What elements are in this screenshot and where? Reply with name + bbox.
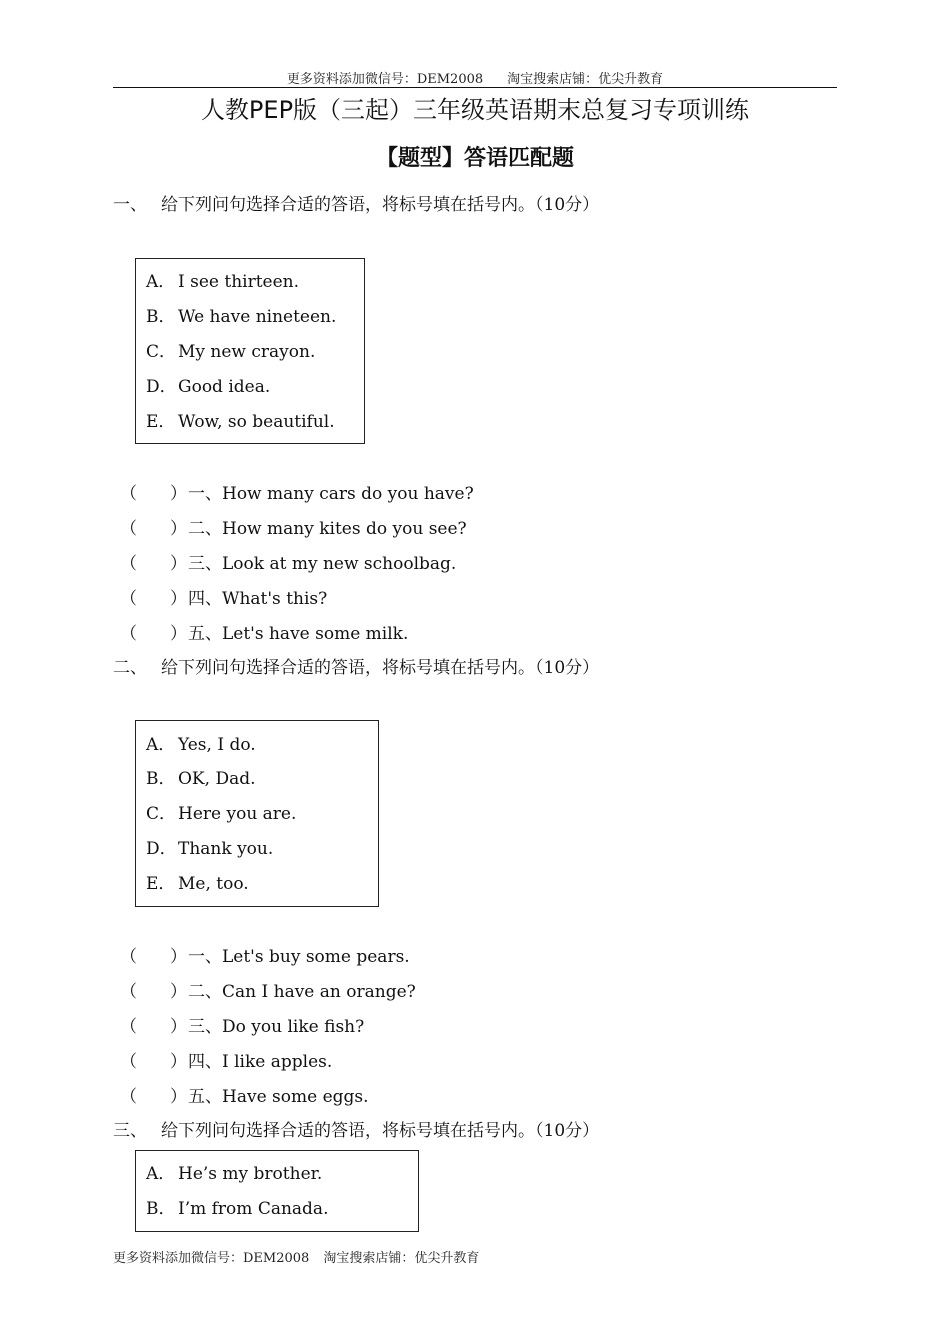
section-3-heading [113,1116,599,1141]
footer-note [113,1247,479,1266]
page-subtitle: 【题型】答语匹配题 [375,146,574,171]
question-1-4: （ ）四、What's this? [120,589,328,609]
section-instruction: 给下列问句选择合适的答语，将标号填在括号内。（10分） [161,658,600,678]
question-2-2: （ ）二、Can I have an orange? [120,982,416,1002]
header-rule [113,87,837,88]
question-2-4: （ ）四、I like apples. [120,1052,333,1072]
option-b: B． OK, Dad. [146,769,256,789]
question-2-3: （ ）三、Do you like fish? [120,1017,365,1037]
option-b: B． I’m from Canada. [146,1199,329,1219]
question-1-2: （ ）二、How many kites do you see? [120,519,467,539]
page-title: 人教PEP版（三起）三年级英语期末总复习专项训练 [200,96,750,124]
option-d: D．Good idea. [146,377,271,397]
option-e: E． Wow, so beautiful. [146,412,335,432]
option-e: E． Me, too. [146,874,249,894]
section-instruction: 给下列问句选择合适的答语，将标号填在括号内。（10分） [161,1121,600,1141]
question-1-1: （ ）一、How many cars do you have? [120,484,474,504]
header-note [0,68,950,87]
section-1-heading [113,190,599,215]
footer-shop: 淘宝搜索店铺：优尖升教育 [323,1251,480,1266]
question-2-5: （ ）五、Have some eggs. [120,1087,369,1107]
header-wechat: 更多资料添加微信号：DEM2008 [286,72,484,87]
option-d: D．Thank you. [146,839,274,859]
section-number: 二、 [113,658,147,678]
option-a: A． He’s my brother. [146,1164,323,1184]
options-box-3 [135,1150,419,1232]
header-shop: 淘宝搜索店铺：优尖升教育 [507,72,664,87]
section-number: 一、 [113,195,147,215]
option-a: A． I see thirteen. [146,272,300,292]
question-2-1: （ ）一、Let's buy some pears. [120,947,410,967]
option-c: C． Here you are. [146,804,297,824]
options-box-2 [135,720,379,907]
section-number: 三、 [113,1121,147,1141]
option-a: A． Yes, I do. [146,735,256,755]
section-2-heading [113,653,599,678]
section-instruction: 给下列问句选择合适的答语，将标号填在括号内。（10分） [161,195,600,215]
option-c: C． My new crayon. [146,342,316,362]
question-1-5: （ ）五、Let's have some milk. [120,624,409,644]
question-1-3: （ ）三、Look at my new schoolbag. [120,554,457,574]
option-b: B． We have nineteen. [146,307,337,327]
options-box-1 [135,258,365,444]
footer-wechat: 更多资料添加微信号：DEM2008 [113,1251,310,1266]
